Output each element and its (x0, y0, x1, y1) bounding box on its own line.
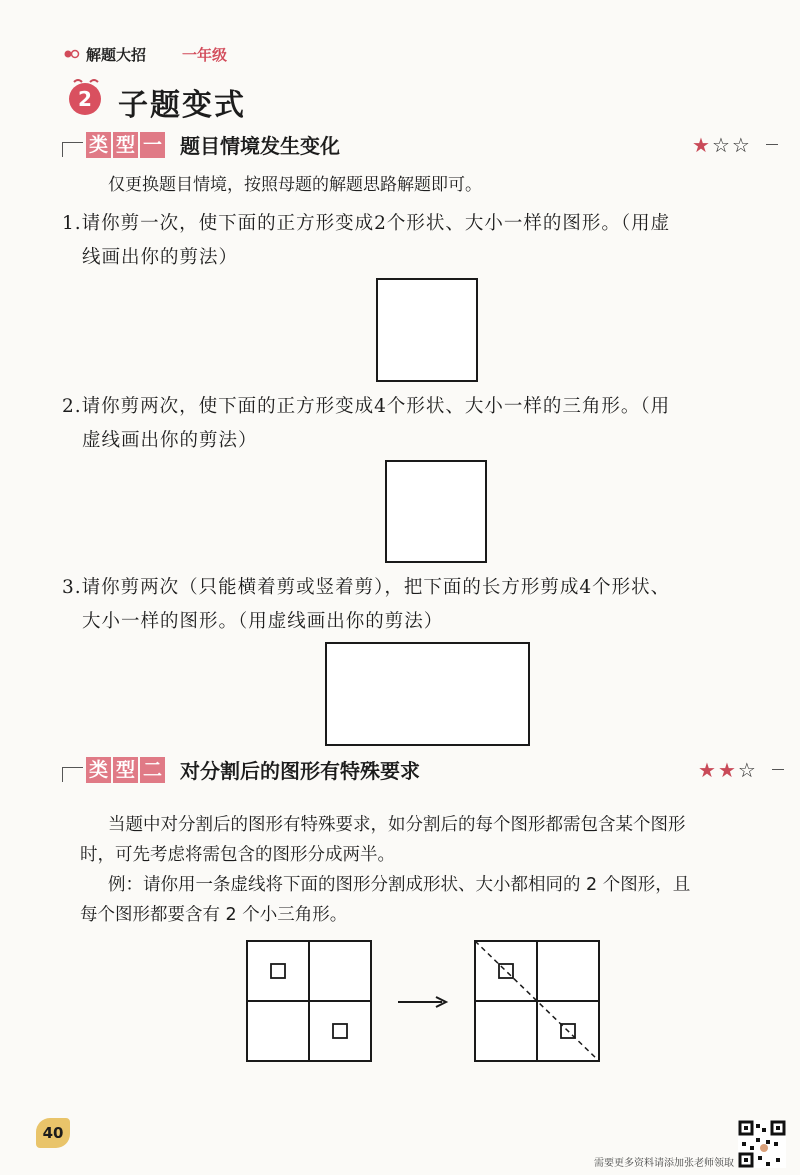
section-title: 子题变式 (118, 88, 246, 123)
paragraph-line: 例：请你用一条虚线将下面的图形分割成形状、大小都相同的 2 个图形，且 (108, 875, 691, 895)
page-number: 40 (36, 1118, 70, 1148)
type1-heading (62, 130, 782, 164)
qr-code-icon (738, 1120, 786, 1168)
heading-bracket (62, 142, 83, 157)
star-empty-icon: ☆ (711, 133, 730, 157)
question-2 (62, 390, 670, 458)
question-3 (62, 571, 670, 639)
right-arrow-icon (398, 994, 450, 1010)
question-text: 1.请你剪一次，使下面的正方形变成2个形状、大小一样的图形。（用虚 (62, 213, 671, 234)
heading-bracket (62, 767, 83, 782)
question-text: 线画出你的剪法） (82, 247, 239, 268)
heading-tail (772, 769, 784, 770)
footer-note: 需要更多资料请添加张老师领取 (594, 1158, 734, 1169)
type2-name: 对分割后的图形有特殊要求 (180, 759, 420, 783)
example-figure-before (246, 940, 374, 1064)
question-text: 2.请你剪两次，使下面的正方形变成4个形状、大小一样的三角形。（用 (62, 396, 671, 417)
type1-tag: 类 型 一 (86, 132, 165, 158)
type2-difficulty-stars (698, 759, 756, 781)
star-empty-icon: ☆ (737, 758, 756, 782)
paragraph-line: 每个图形都要含有 2 个小三角形。 (80, 905, 348, 925)
question-text: 虚线画出你的剪法） (82, 430, 258, 451)
paragraph-line: 当题中对分割后的图形有特殊要求，如分割后的每个图形都需包含某个图形 (108, 815, 686, 835)
question-text: 大小一样的图形。（用虚线画出你的剪法） (82, 611, 444, 632)
type2-heading (62, 755, 782, 789)
header-brand: 解题大招 (64, 44, 146, 65)
question-2-square[interactable] (385, 460, 487, 563)
heading-tail (766, 144, 778, 145)
type2-explanation (80, 810, 780, 930)
question-text: 3.请你剪两次（只能横着剪或竖着剪），把下面的长方形剪成4个形状、 (62, 577, 671, 598)
star-filled-icon: ★ (717, 758, 736, 782)
type1-name: 题目情境发生变化 (180, 134, 340, 158)
question-3-rectangle[interactable] (325, 642, 530, 746)
type2-tag: 类 型 二 (86, 757, 165, 783)
brand-logo-icon (64, 49, 80, 59)
header-grade: 一年级 (182, 46, 228, 64)
star-empty-icon: ☆ (731, 133, 750, 157)
section-number-badge (64, 78, 106, 116)
question-1-square[interactable] (376, 278, 478, 382)
section-number: 2 (78, 87, 92, 111)
type1-difficulty-stars (692, 134, 750, 156)
type1-intro: 仅更换题目情境，按照母题的解题思路解题即可。 (108, 175, 482, 195)
paragraph-line: 时，可先考虑将需包含的图形分成两半。 (80, 845, 395, 865)
star-filled-icon: ★ (692, 133, 710, 157)
star-filled-icon: ★ (698, 758, 716, 782)
example-figure-after (474, 940, 602, 1064)
question-1 (62, 207, 670, 275)
